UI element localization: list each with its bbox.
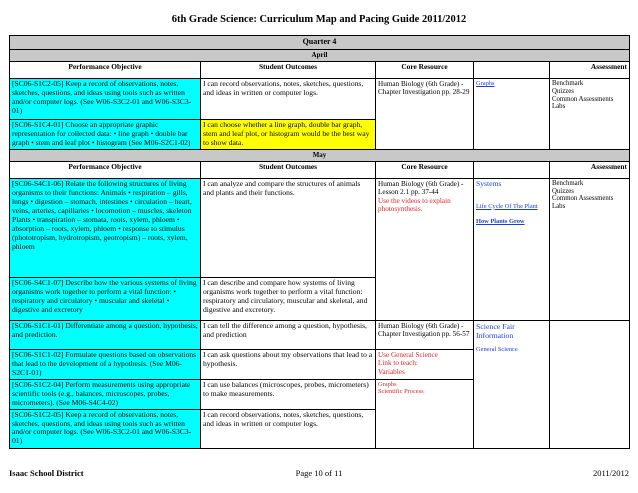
resource-cell [376,379,474,448]
header-assessment: Assessment [550,161,630,178]
graphs-link[interactable]: Graphs [378,380,397,388]
table-row [10,79,630,120]
header-objective: Performance Objective [10,62,201,79]
resource-line: Link to teach: [378,359,418,368]
footer-page-number: Page 10 of 11 [295,468,343,478]
outcome-cell: I can choose whether a line graph, double bar graph, stem and leaf plot, or histogram would be the best way to show data. [201,120,376,150]
objective-cell: [SC06-S1C2-05] Keep a record of observations, notes, sketches, questions, and ideas using tools such as written and/or computer logs. (See W06-S3C2-01 and W06-S3C3-01) [10,79,201,120]
outcome-cell: I can tell the difference among a question, hypothesis, and prediction [201,320,376,349]
header-objective: Performance Objective [10,161,201,178]
resource-text: Human Biology (6th Grade) - Lesson 2.1 pp. 37-44 [378,179,464,197]
extra-cell [474,79,550,150]
objective-cell: [SC06-S1C2-04] Perform measurements using appropriate scientific tools (e.g., balances, microscopes, probes, micrometers). (See M06-S4C4-02) [10,379,201,409]
outcome-cell: I can ask questions about my observations that lead to a hypothesis. [201,349,376,379]
assessment-item: Benchmark [552,80,584,87]
outcome-cell: I can use balances (microscopes, probes, micrometers) to make measurements. [201,379,376,409]
header-assessment: Assessment [550,62,630,79]
objective-cell: [SC06-S1C4-01] Choose an appropriate graphic representation for collected data: • line graph • double bar graph • stem and leaf plot • histogram (See M06-S2C1-02) [10,120,201,150]
table-row [10,178,630,277]
resource-cell: Human Biology (6th Grade) - Chapter Investigation pp. 28-29 [376,79,474,150]
systems-link[interactable]: Systems [476,178,502,188]
footer-year: 2011/2012 [592,468,629,478]
table-row [10,320,630,349]
objective-cell: [SC06-S4C1-07] Describe how the various systems of living organisms work together to perform a vital function: • respiratory and circulatory • muscular and skeletal • digestive and excretory [10,277,201,320]
outcome-cell: I can record observations, notes, sketches, questions, and ideas in written or computer logs. [201,79,376,120]
objective-cell: [SC06-S1C2-05] Keep a record of observations, notes, sketches, questions, and ideas using tools such as written and/or computer logs. (See W06-S3C2-01 and W06-S3C3-01) [10,409,201,448]
resource-cell [376,178,474,320]
assessment-item: Quizzes [552,87,574,95]
assessment-cell [550,79,630,150]
objective-cell: [SC06-S1C1-02] Formulate questions based on observations that lead to the development of a hypothesis. (See M06-S2C1-01) [10,349,201,379]
footer-district: Isaac School District [9,468,84,478]
scientific-process-link[interactable]: Scientific Process [378,388,424,396]
how-plants-grow-link[interactable]: How Plants Grow [476,218,525,226]
quarter-row [10,36,630,50]
assessment-item: Common Assessments [552,195,614,203]
objective-cell: [SC06-S4C1-06] Relate the following structures of living organisms to their functions: Animals • respiration – gills, lungs • digestion – stomach, intestines • circulation – heart, veins, arteries, capillaries • locomotion – muscles, skeleton Plants • transpiration – stomata, roots, xylem, phloem • absorption – roots, xylem, phloem • response to stimulus (phototropism, hydrotropism, geotropism) – roots, xylem, phloem [10,178,201,277]
life-cycle-link[interactable]: Life Cycle Of The Plant [476,202,538,210]
header-resource: Core Resource [376,62,474,79]
general-science-link[interactable]: General Science [476,346,518,354]
outcome-cell: I can describe and compare how systems of living organisms work together to perform a vital function: respiratory and circulatory, muscular and skeletal, and digestive and excretory. [201,277,376,320]
month-label-april: April [10,50,630,62]
curriculum-table [9,35,630,449]
resource-cell: Human Biology (6th Grade) - Chapter Investigation pp. 56-57 [376,320,474,349]
header-row-april [10,62,630,79]
assessment-cell [550,178,630,320]
assessment-item: Labs [552,203,566,211]
links-cell [474,178,550,320]
assessment-blank [550,320,630,448]
header-row-may [10,161,630,178]
month-row-may [10,149,630,161]
month-label-may: May [10,149,630,161]
header-resource: Core Resource [376,161,474,178]
assessment-item: Labs [552,103,566,111]
objective-cell: [SC06-S1C1-01] Differentiate among a question, hypothesis, and prediction. [10,320,201,349]
header-blank [474,161,550,178]
assessment-item: Quizzes [552,187,574,195]
outcome-cell: I can record observations, notes, sketches, questions, and ideas in written or computer logs. [201,409,376,448]
outcome-cell: I can analyze and compare the structures of animals and plants and their functions. [201,178,376,277]
graphs-link[interactable]: Graphs [476,80,495,87]
resource-line: Variables [378,367,405,376]
month-row-april [10,50,630,62]
header-blank [474,62,550,79]
assessment-item: Common Assessments [552,95,614,103]
science-fair-link[interactable]: Science Fair Information [476,321,515,341]
quarter-label: Quarter 4 [10,36,630,50]
assessment-item: Benchmark [552,179,584,187]
header-outcomes: Student Outcomes [201,62,376,79]
resource-note: Use the videos to explain photosynthesis. [378,196,451,214]
page-title: 6th Grade Science: Curriculum Map and Pacing Guide 2011/2012 [171,14,467,25]
resource-cell [376,349,474,379]
science-fair-cell [474,320,550,448]
header-outcomes: Student Outcomes [201,161,376,178]
resource-line: Use General Science [378,350,438,359]
